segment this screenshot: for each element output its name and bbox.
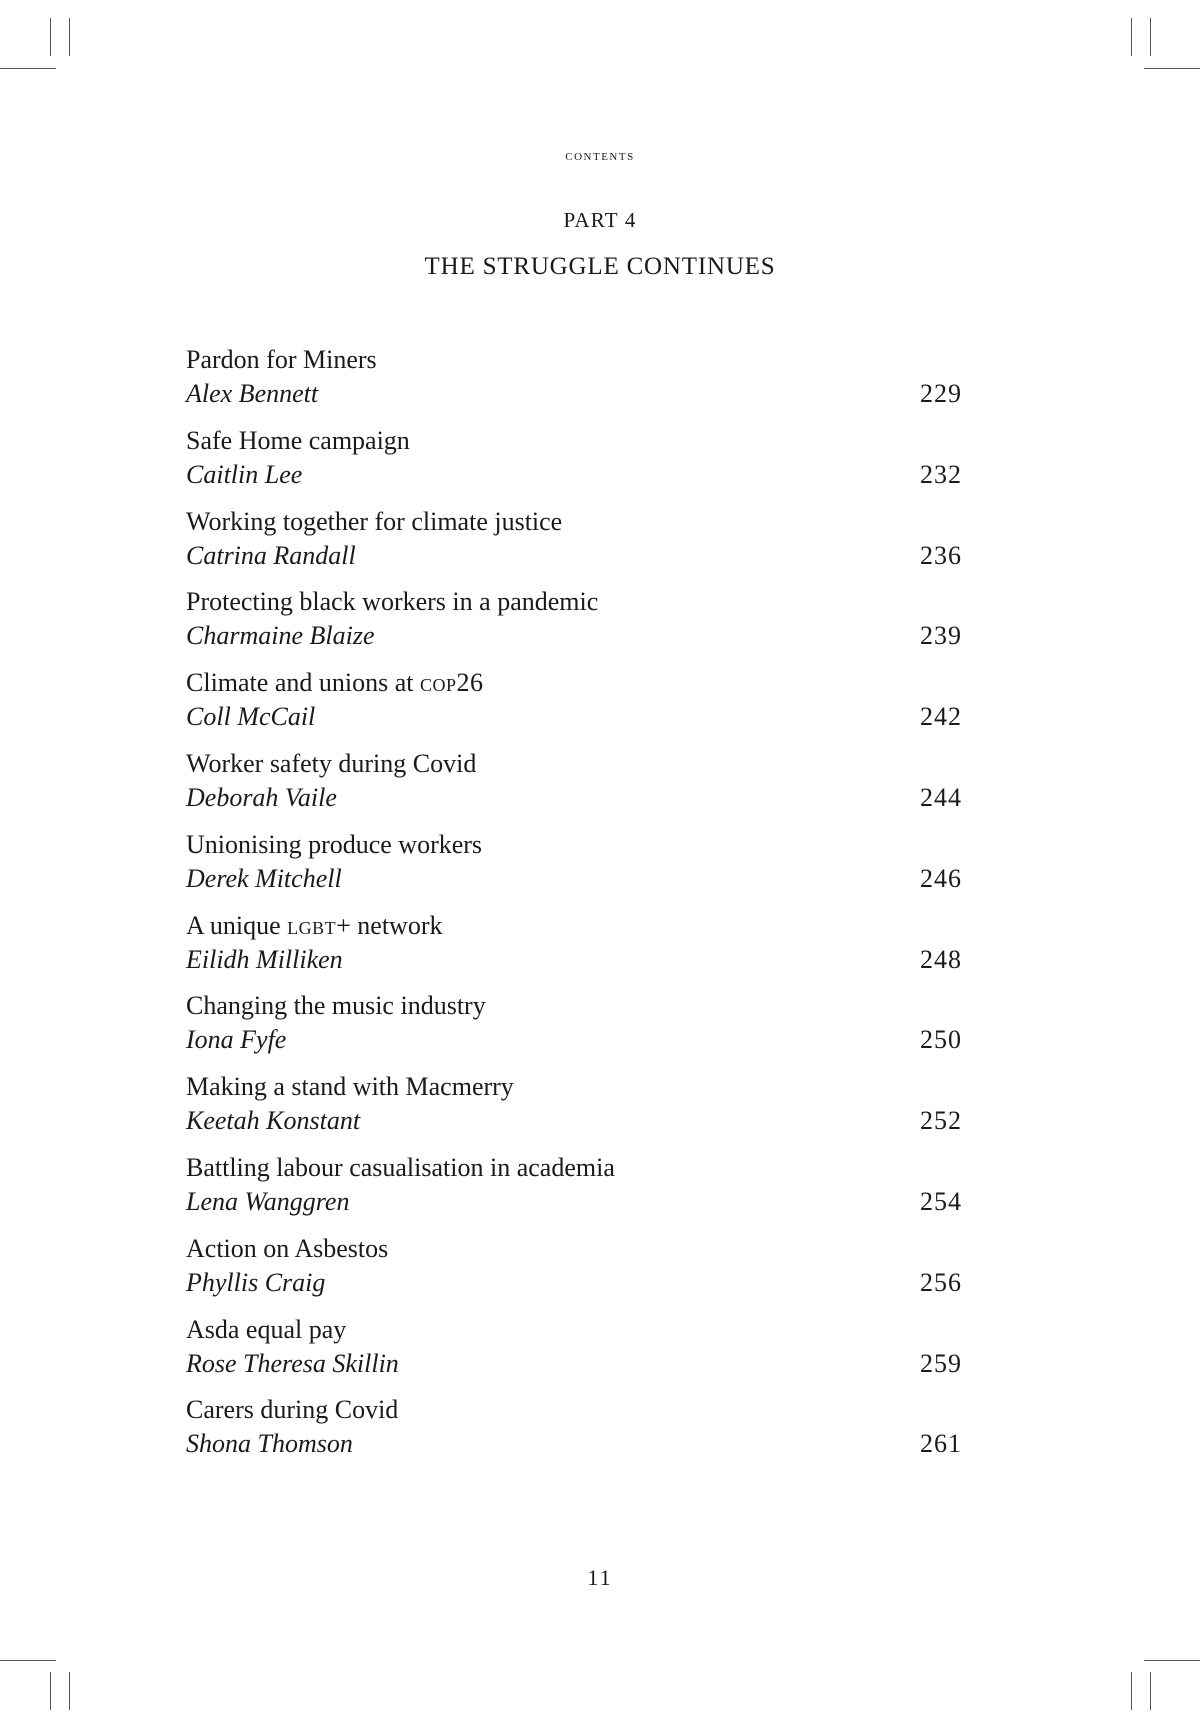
toc-list <box>186 343 962 1474</box>
entry-author: Phyllis Craig <box>186 1267 326 1297</box>
entry-page-number: 232 <box>920 459 962 489</box>
entry-title: Carers during Covid <box>186 1395 399 1425</box>
entry-page-number: 256 <box>920 1267 962 1297</box>
crop-mark <box>69 1672 70 1710</box>
crop-mark <box>1150 18 1151 56</box>
entry-page-number: 250 <box>920 1025 962 1055</box>
toc-entry[interactable] <box>186 343 962 424</box>
toc-entry[interactable] <box>186 424 962 505</box>
entry-title: Pardon for Miners <box>186 345 377 374</box>
entry-title-suffix: + network <box>336 910 443 940</box>
entry-title-smallcaps: lgbt <box>287 910 337 940</box>
entry-page-number: 252 <box>920 1106 962 1136</box>
entry-title: Action on Asbestos <box>186 1233 389 1263</box>
entry-title <box>186 909 442 943</box>
crop-mark <box>1144 1660 1200 1661</box>
toc-entry[interactable] <box>186 666 962 747</box>
toc-entry[interactable] <box>186 1151 962 1232</box>
entry-page-number: 246 <box>920 863 962 893</box>
crop-mark <box>50 18 51 56</box>
entry-title-text: A unique <box>186 910 288 940</box>
part-title: THE STRUGGLE CONTINUES <box>424 253 776 280</box>
entry-author: Rose Theresa Skillin <box>186 1348 399 1378</box>
entry-author: Caitlin Lee <box>186 459 303 489</box>
crop-mark <box>0 68 56 69</box>
toc-entry[interactable] <box>186 989 962 1070</box>
entry-page-number: 242 <box>920 702 962 732</box>
entry-author: Derek Mitchell <box>186 863 342 893</box>
entry-author: Iona Fyfe <box>186 1025 287 1055</box>
entry-author: Charmaine Blaize <box>186 621 375 651</box>
toc-entry[interactable] <box>186 585 962 666</box>
entry-title: Worker safety during Covid <box>186 748 477 778</box>
toc-entry[interactable] <box>186 505 962 586</box>
entry-title-text: Climate and unions at <box>186 668 420 698</box>
crop-mark <box>69 18 70 56</box>
entry-author: Catrina Randall <box>186 540 356 570</box>
entry-author: Coll McCail <box>186 702 316 732</box>
entry-page-number: 239 <box>920 621 962 651</box>
toc-entry[interactable] <box>186 1393 962 1474</box>
entry-page-number: 254 <box>920 1186 962 1216</box>
entry-title: Battling labour casualisation in academia <box>186 1152 615 1182</box>
entry-title: Asda equal pay <box>186 1314 347 1344</box>
page-number: 11 <box>587 1565 613 1590</box>
toc-entry[interactable] <box>186 747 962 828</box>
entry-page-number: 229 <box>920 379 962 408</box>
crop-mark <box>0 1660 56 1661</box>
entry-page-number: 244 <box>920 782 962 812</box>
crop-mark <box>1144 68 1200 69</box>
entry-title: Making a stand with Macmerry <box>186 1072 514 1102</box>
entry-author: Keetah Konstant <box>186 1106 361 1136</box>
entry-title <box>186 666 483 700</box>
entry-author: Deborah Vaile <box>186 782 337 812</box>
entry-page-number: 248 <box>920 944 962 974</box>
crop-mark <box>1131 1672 1132 1710</box>
entry-page-number: 259 <box>920 1348 962 1378</box>
entry-title: Protecting black workers in a pandemic <box>186 587 599 617</box>
entry-author: Shona Thomson <box>186 1429 353 1459</box>
running-head: contents <box>565 148 635 164</box>
crop-mark <box>1131 18 1132 56</box>
entry-page-number: 236 <box>920 540 962 570</box>
toc-entry[interactable] <box>186 909 962 990</box>
part-label: PART 4 <box>563 208 637 232</box>
entry-author: Eilidh Milliken <box>186 944 343 974</box>
entry-title: Safe Home campaign <box>186 425 410 455</box>
entry-author: Alex Bennett <box>186 379 319 408</box>
toc-entry[interactable] <box>186 1232 962 1313</box>
crop-mark <box>1150 1672 1151 1710</box>
entry-title: Unionising produce workers <box>186 829 483 859</box>
entry-author: Lena Wanggren <box>186 1186 350 1216</box>
toc-entry[interactable] <box>186 1070 962 1151</box>
entry-page-number: 261 <box>920 1429 962 1459</box>
toc-entry[interactable] <box>186 828 962 909</box>
crop-mark <box>50 1672 51 1710</box>
toc-entry[interactable] <box>186 1313 962 1394</box>
entry-title: Changing the music industry <box>186 991 486 1021</box>
entry-title: Working together for climate justice <box>186 506 563 536</box>
entry-title-smallcaps: cop26 <box>419 668 484 698</box>
